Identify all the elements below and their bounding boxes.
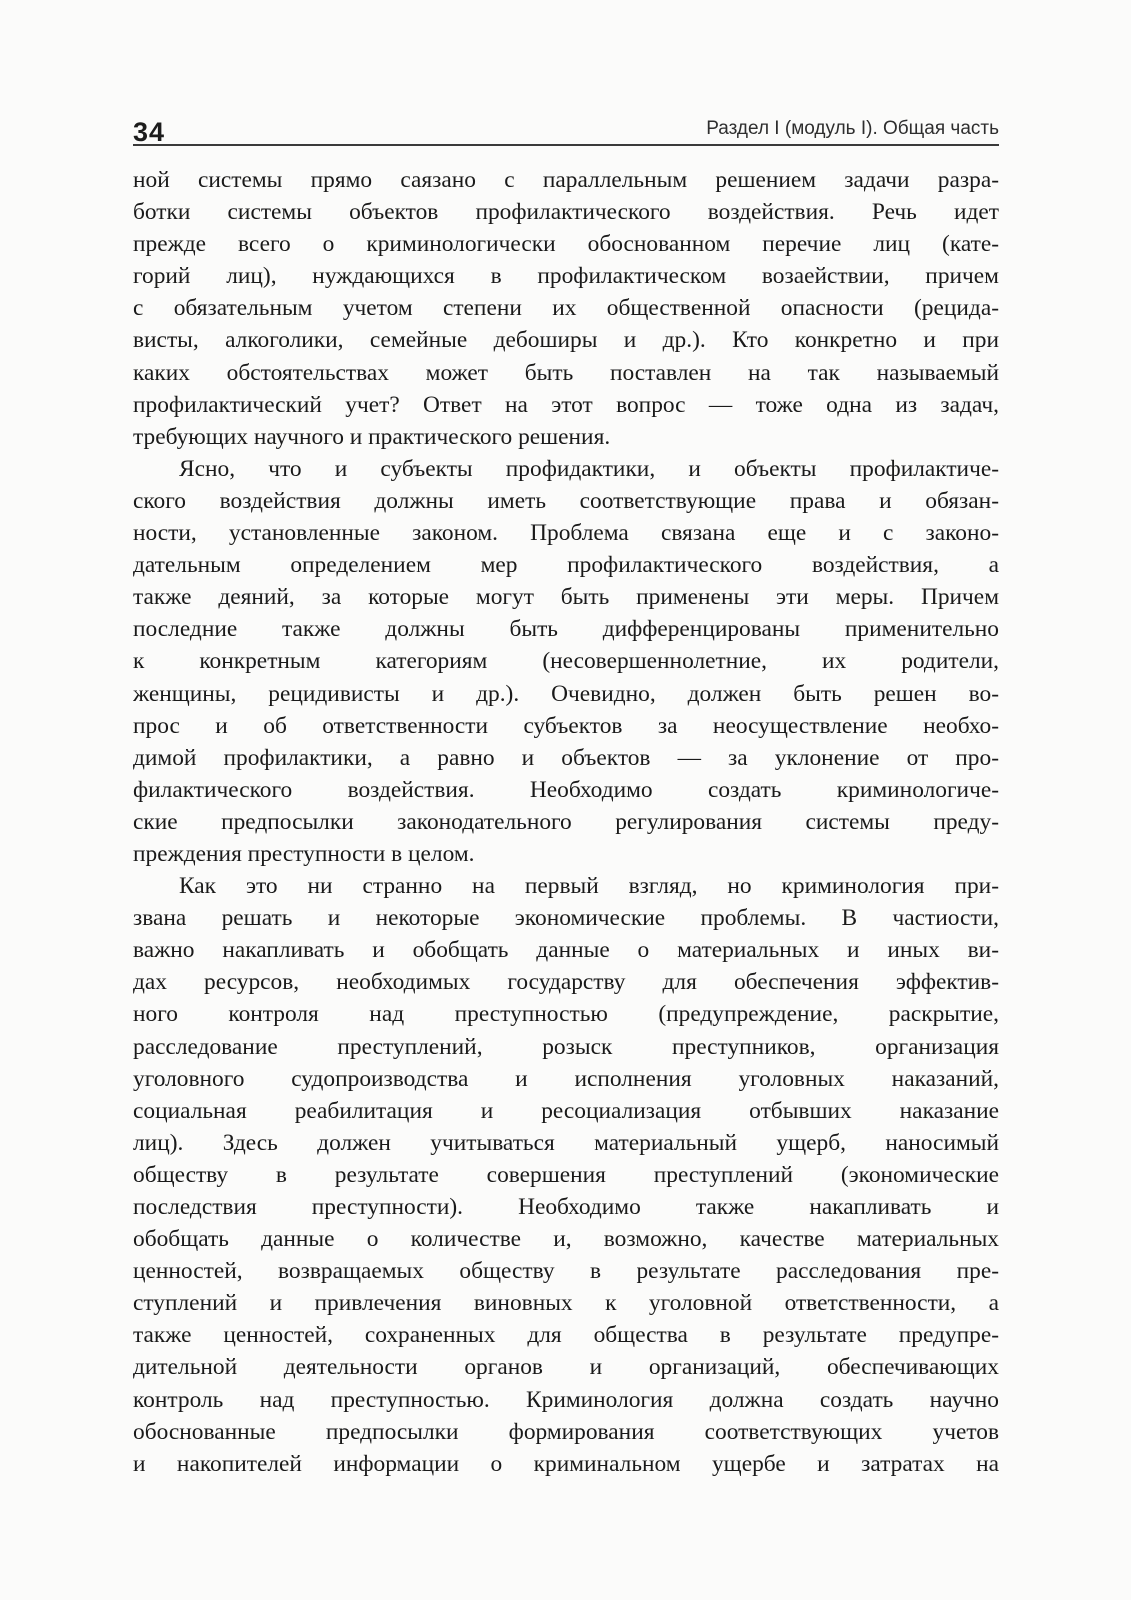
- text-line: каких обстоятельствах может быть поставлен на так называемый: [133, 359, 999, 386]
- text-line: к конкретным категориям (несовершеннолетние, их родители,: [133, 648, 999, 675]
- text-line: ступлений и привлечения виновных к уголовной ответственности, а: [133, 1290, 999, 1317]
- text-line: требующих научного и практического решения.: [133, 423, 611, 450]
- page-number: 34: [133, 117, 166, 147]
- text-line: обоснованные предпосылки формирования соответствующих учетов: [133, 1418, 999, 1445]
- text-line: контроль над преступностью. Криминология должна создать научно: [133, 1386, 999, 1413]
- text-line: преждения преступности в целом.: [133, 840, 475, 867]
- text-line: ского воздействия должны иметь соответствующие права и обязан-: [133, 487, 999, 514]
- text-line: Ясно, что и субъекты профидактики, и объекты профилактиче-: [179, 455, 999, 482]
- running-header: [133, 108, 999, 146]
- text-line: дательным определением мер профилактического воздействия, а: [133, 552, 999, 579]
- text-line: профилактический учет? Ответ на этот вопрос — тоже одна из задач,: [133, 391, 999, 418]
- text-line: горий лиц), нуждающихся в профилактическом возаействии, причем: [133, 263, 999, 290]
- text-line: ного контроля над преступностью (предупреждение, раскрытие,: [133, 1001, 999, 1028]
- text-line: обобщать данные о количестве и, возможно, качестве материальных: [133, 1226, 999, 1253]
- text-line: филактического воздействия. Необходимо создать криминологиче-: [133, 776, 999, 803]
- text-line: также деяний, за которые могут быть применены эти меры. Причем: [133, 584, 999, 611]
- text-line: женщины, рецидивисты и др.). Очевидно, должен быть решен во-: [133, 680, 999, 707]
- text-line: также ценностей, сохраненных для общества в результате предупре-: [133, 1322, 999, 1349]
- section-title: Раздел I (модуль I). Общая часть: [706, 118, 999, 139]
- text-line: социальная реабилитация и ресоциализация отбывших наказание: [133, 1097, 999, 1124]
- text-line: с обязательным учетом степени их общественной опасности (рецида-: [133, 295, 999, 322]
- text-line: ности, установленные законом. Проблема связана еще и с законо-: [133, 520, 999, 547]
- text-line: ские предпосылки законодательного регулирования системы преду-: [133, 808, 999, 835]
- text-line: ценностей, возвращаемых обществу в результате расследования пре-: [133, 1258, 999, 1285]
- text-line: и накопителей информации о криминальном ущербе и затратах на: [133, 1450, 999, 1477]
- text-line: прос и об ответственности субъектов за неосуществление необхо-: [133, 712, 999, 739]
- body-text: [133, 164, 999, 1480]
- text-line: обществу в результате совершения преступлений (экономические: [133, 1161, 999, 1188]
- text-line: важно накапливать и обобщать данные о материальных и иных ви-: [133, 937, 999, 964]
- text-line: дах ресурсов, необходимых государству для обеспечения эффектив-: [133, 969, 999, 996]
- text-line: димой профилактики, а равно и объектов — за уклонение от про-: [133, 744, 999, 771]
- text-line: последствия преступности). Необходимо также накапливать и: [133, 1194, 999, 1220]
- text-line: звана решать и некоторые экономические проблемы. В частиости,: [133, 905, 999, 932]
- text-line: последние также должны быть дифференцированы применительно: [133, 616, 999, 643]
- text-line: дительной деятельности органов и организаций, обеспечивающих: [133, 1354, 999, 1381]
- text-line: Как это ни странно на первый взгляд, но криминология при-: [179, 873, 999, 900]
- text-line: лиц). Здесь должен учитываться материальный ущерб, наносимый: [133, 1129, 999, 1156]
- text-line: прежде всего о криминологически обоснованном перечие лиц (кате-: [133, 231, 999, 258]
- text-line: ной системы прямо саязано с параллельным решением задачи разра-: [133, 167, 999, 193]
- text-line: ботки системы объектов профилактического воздействия. Речь идет: [133, 199, 999, 226]
- text-line: уголовного судопроизводства и исполнения уголовных наказаний,: [133, 1065, 999, 1092]
- text-line: расследование преступлений, розыск преступников, организация: [133, 1033, 999, 1060]
- text-line: висты, алкоголики, семейные дебоширы и др.). Кто конкретно и при: [133, 327, 999, 354]
